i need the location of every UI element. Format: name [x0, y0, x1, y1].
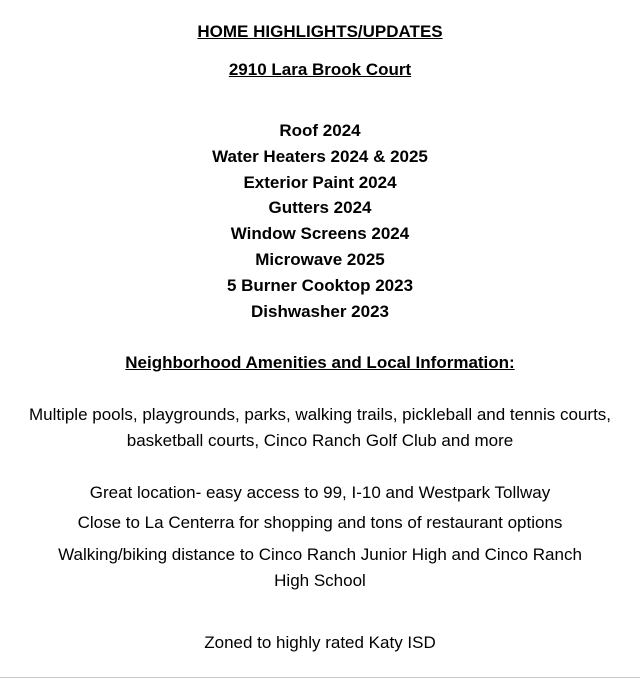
- update-item: 5 Burner Cooktop 2023: [226, 276, 414, 295]
- page-bottom-divider: [0, 677, 640, 678]
- location-line: Great location- easy access to 99, I-10 and Westpark Tollway: [89, 483, 551, 502]
- update-item: Roof 2024: [279, 121, 361, 140]
- update-item: Water Heaters 2024 & 2025: [212, 147, 428, 166]
- update-item: Microwave 2025: [255, 250, 385, 269]
- update-item: Exterior Paint 2024: [243, 173, 397, 192]
- page-title: HOME HIGHLIGHTS/UPDATES: [197, 22, 443, 41]
- amenities-paragraph: Multiple pools, playgrounds, parks, walking trails, pickleball and tennis courts, basketball courts, Cinco Ranch Golf Club and more: [28, 405, 612, 450]
- schools-paragraph: Walking/biking distance to Cinco Ranch Junior High and Cinco Ranch High School: [58, 545, 582, 590]
- amenities-heading: Neighborhood Amenities and Local Information:: [125, 353, 515, 372]
- shopping-line: Close to La Centerra for shopping and tons of restaurant options: [77, 513, 563, 532]
- school-district-line: Zoned to highly rated Katy ISD: [204, 633, 436, 652]
- property-address: 2910 Lara Brook Court: [228, 60, 412, 79]
- update-item: Dishwasher 2023: [251, 302, 389, 321]
- update-item: Window Screens 2024: [230, 224, 410, 243]
- update-item: Gutters 2024: [268, 198, 372, 217]
